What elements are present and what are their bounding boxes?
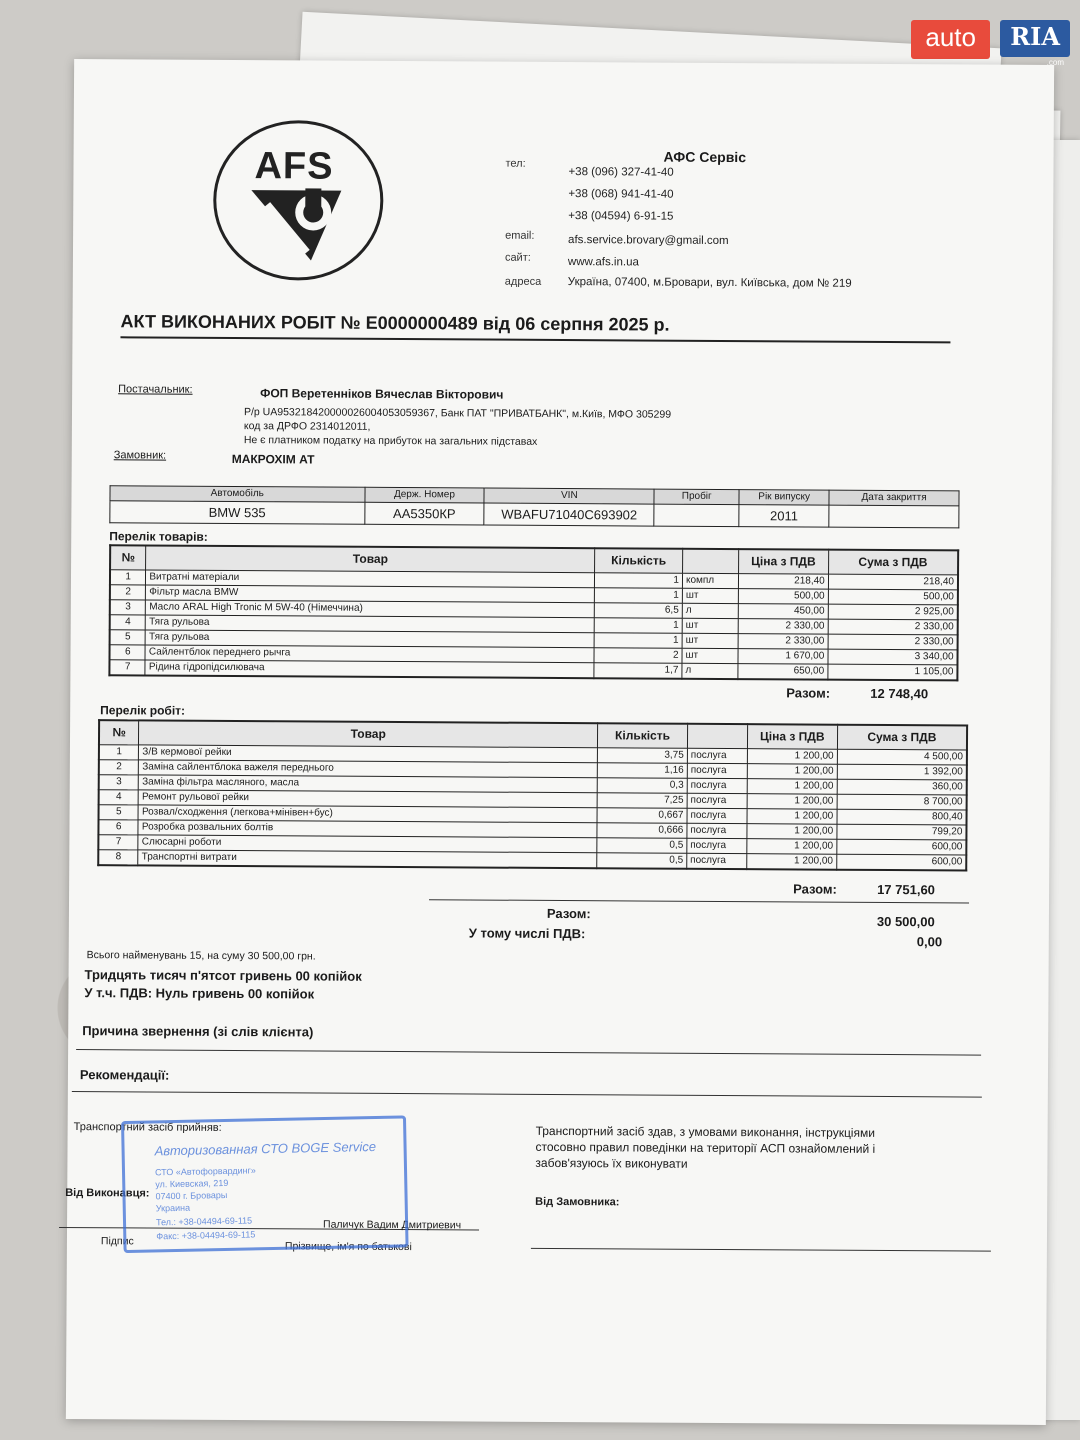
document-title: АКТ ВИКОНАНИХ РОБІТ № Е0000000489 від 06 серпня 2025 р. — [120, 311, 950, 343]
autoria-logo-ria: RIA — [1000, 20, 1070, 57]
mileage-value — [654, 504, 739, 527]
address-label: адреса — [504, 275, 542, 288]
phone-3: +38 (04594) 6-91-15 — [568, 210, 674, 223]
goods-cell: 2 330,00 — [738, 618, 828, 634]
works-col-num: № — [99, 720, 139, 744]
works-cell: 600,00 — [837, 839, 967, 855]
signature-label: Підпис — [100, 1235, 134, 1248]
works-total-label: Разом: — [793, 881, 837, 897]
reason-label: Причина звернення (зі слів клієнта) — [82, 1023, 314, 1040]
supplier-bank: Р/р UA953218420000026004053059367, Банк ПАТ "ПРИВАТБАНК", м.Київ, МФО 305299 — [243, 406, 672, 421]
vehicle-table — [109, 485, 959, 528]
works-cell: 1 200,00 — [747, 793, 837, 809]
site-label: сайт: — [504, 251, 531, 264]
works-cell: 1 200,00 — [747, 823, 837, 839]
goods-table — [108, 544, 959, 681]
goods-cell: 7 — [109, 659, 145, 675]
works-total-value: 17 751,60 — [877, 881, 935, 898]
executor-label: Від Виконавця: — [65, 1186, 150, 1200]
plate-header: Держ. Номер — [364, 487, 484, 503]
works-cell: 1 200,00 — [747, 808, 837, 824]
goods-cell: шт — [682, 648, 738, 663]
vin-header: VIN — [484, 488, 654, 504]
works-cell: 0,666 — [597, 822, 687, 838]
mileage-header: Пробіг — [654, 489, 739, 505]
goods-cell: 2 — [110, 584, 146, 599]
year-value: 2011 — [739, 505, 829, 528]
works-cell: 0,5 — [597, 852, 687, 868]
works-cell: послуга — [687, 748, 747, 763]
customer-label: Замовник: — [113, 449, 167, 462]
grand-total-value: 30 500,00 — [876, 913, 935, 930]
vat-value: 0,00 — [916, 934, 943, 950]
close-date-header: Дата закриття — [829, 490, 959, 506]
customer-name: МАКРОХІМ АТ — [231, 451, 315, 467]
recommendations-label: Рекомендації: — [79, 1067, 170, 1083]
grand-total-label: Разом: — [546, 905, 591, 922]
stamp-line-5: Тел.: +38-04494-69-115 — [155, 1215, 253, 1228]
goods-cell: 500,00 — [738, 588, 828, 604]
goods-section-label: Перелік товарів: — [109, 529, 208, 544]
works-cell: Розробка розвальних болтів — [138, 819, 597, 837]
goods-col-price: Ціна з ПДВ — [738, 549, 828, 574]
handover-text-3: забов'язуюсь їх виконувати — [535, 1155, 688, 1171]
customer-sign-label: Від Замовника: — [535, 1195, 620, 1209]
executor-name: Паличук Вадим Дмитриевич — [323, 1218, 462, 1232]
goods-cell: Тяга рульова — [146, 614, 595, 632]
works-cell: 4 — [99, 789, 139, 804]
goods-cell: л — [682, 603, 738, 618]
works-cell: Заміна сайлентблока важеля переднього — [139, 759, 598, 777]
works-cell: 6 — [98, 819, 138, 834]
works-cell: Розвал/сходження (легкова+мінівен+бус) — [138, 804, 597, 822]
vat-in-words: У т.ч. ПДВ: Нуль гривень 00 копійок — [84, 985, 315, 1002]
works-cell: послуга — [687, 763, 747, 778]
phone-2: +38 (068) 941-41-40 — [568, 188, 674, 201]
summary-divider — [429, 899, 969, 903]
goods-cell: 1 — [594, 587, 682, 603]
goods-cell: 2 330,00 — [828, 619, 958, 635]
car-header: Автомобіль — [110, 486, 365, 503]
site-value: www.afs.in.ua — [567, 256, 639, 269]
goods-cell: 500,00 — [828, 589, 958, 605]
works-cell: 5 — [99, 804, 139, 819]
works-cell: 800,40 — [837, 809, 967, 825]
goods-total-value: 12 748,40 — [870, 685, 929, 702]
goods-cell: 1 — [110, 569, 146, 584]
goods-col-sum: Сума з ПДВ — [828, 550, 958, 575]
goods-cell: 450,00 — [738, 603, 828, 619]
service-stamp — [121, 1115, 409, 1253]
customer-sign-line — [531, 1248, 991, 1252]
works-cell: 8 — [98, 849, 138, 865]
address-value: Україна, 07400, м.Бровари, вул. Київська, дом № 219 — [567, 276, 852, 290]
goods-cell: 2 925,00 — [828, 604, 958, 620]
works-cell: З/В кермової рейки — [139, 744, 598, 762]
goods-col-qty: Кількість — [595, 548, 683, 573]
goods-cell: 5 — [110, 629, 146, 644]
company-name: АФС Сервіс — [663, 148, 747, 166]
goods-cell: компл — [682, 573, 738, 588]
works-cell: 2 — [99, 759, 139, 774]
works-col-sum: Сума з ПДВ — [837, 725, 967, 750]
works-cell: 1 200,00 — [747, 838, 837, 854]
handover-text-2: стосовно правил поведінки на території АСП ознайомлений і — [535, 1139, 876, 1156]
goods-col-num: № — [110, 545, 146, 569]
works-cell: 1 200,00 — [747, 853, 837, 869]
works-cell: Ремонт рульової рейки — [139, 789, 598, 807]
goods-cell: л — [682, 663, 738, 679]
works-cell: 7 — [98, 834, 138, 849]
wrench-icon — [213, 120, 384, 281]
recommendations-line — [72, 1091, 982, 1098]
works-cell: Заміна фільтра масляного, масла — [139, 774, 598, 792]
works-cell: 0,667 — [597, 807, 687, 823]
goods-cell: Витратні матеріали — [146, 569, 595, 587]
goods-cell: 2 330,00 — [828, 634, 958, 650]
handover-text-1: Транспортний засіб здав, з умовами виконання, інструкціями — [535, 1123, 876, 1140]
works-cell: 3,75 — [597, 747, 687, 763]
goods-cell: 3 — [110, 599, 146, 614]
goods-cell: 1 105,00 — [828, 664, 958, 680]
works-col-qty: Кількість — [598, 723, 688, 748]
logo-text: AFS — [254, 145, 334, 188]
email-label: email: — [505, 229, 535, 242]
received-label: Транспортний засіб прийняв: — [73, 1121, 222, 1134]
works-cell: 4 500,00 — [837, 749, 967, 765]
total-in-words: Тридцять тисяч п'ятсот гривень 00 копійок — [84, 967, 362, 984]
works-cell: 0,3 — [597, 777, 687, 793]
works-cell: 3 — [99, 774, 139, 789]
works-section-label: Перелік робіт: — [100, 703, 186, 718]
works-col-unit — [687, 724, 747, 748]
supplier-tax: Не є платником податку на прибуток на загальних підставах — [243, 434, 538, 448]
supplier-code: код за ДРФО 2314012011, — [243, 420, 371, 433]
works-cell: 360,00 — [837, 779, 967, 795]
phone-1: +38 (096) 327-41-40 — [568, 166, 674, 179]
goods-cell: Рідина гідропідсилювача — [145, 659, 594, 677]
stamp-line-3: 07400 г. Бровары — [155, 1189, 228, 1202]
works-cell: послуга — [687, 853, 747, 869]
works-cell: 1 200,00 — [747, 748, 837, 764]
works-cell: 0,5 — [597, 837, 687, 853]
invoice-sheet — [66, 59, 1054, 1425]
works-cell: 1 392,00 — [837, 764, 967, 780]
goods-cell: 3 340,00 — [828, 649, 958, 665]
works-cell: Транспортні витрати — [138, 849, 597, 867]
works-cell: послуга — [687, 838, 747, 853]
goods-cell: шт — [682, 618, 738, 633]
works-col-item: Товар — [139, 720, 598, 747]
works-cell: 799,20 — [837, 824, 967, 840]
goods-col-item: Товар — [146, 545, 595, 572]
vin-value: WBAFU71040C693902 — [484, 503, 654, 526]
goods-cell: 1,7 — [594, 662, 682, 678]
works-cell: 1 — [99, 744, 139, 759]
works-cell: послуга — [687, 808, 747, 823]
stamp-line-6: Факс: +38-04494-69-115 — [156, 1229, 256, 1242]
works-cell: 1,16 — [597, 762, 687, 778]
supplier-label: Постачальник: — [118, 383, 193, 396]
stamp-line-1: СТО «Автофорвардинг» — [154, 1165, 256, 1178]
works-table — [97, 719, 968, 871]
goods-cell: 1 — [594, 632, 682, 648]
car-value: BMW 535 — [110, 501, 365, 525]
works-cell: послуга — [687, 793, 747, 808]
goods-cell: 218,40 — [828, 574, 958, 590]
works-col-price: Ціна з ПДВ — [747, 724, 837, 749]
vat-label: У тому числі ПДВ: — [468, 925, 586, 942]
works-cell: 600,00 — [836, 854, 966, 870]
year-header: Рік випуску — [739, 490, 829, 506]
supplier-name: ФОП Веретенніков Вячеслав Вікторович — [260, 386, 504, 402]
goods-cell: 650,00 — [738, 663, 828, 679]
works-cell: 1 200,00 — [747, 778, 837, 794]
works-cell: 1 200,00 — [747, 763, 837, 779]
works-cell: 7,25 — [597, 792, 687, 808]
goods-cell: 6 — [109, 644, 145, 659]
goods-cell: 1 — [595, 572, 683, 588]
close-date-value — [829, 505, 959, 528]
goods-cell: 218,40 — [738, 573, 828, 589]
goods-cell: шт — [682, 588, 738, 603]
afs-logo — [213, 120, 384, 281]
goods-cell: 6,5 — [594, 602, 682, 618]
goods-cell: Фільтр масла BMW — [146, 584, 595, 602]
stamp-title: Авторизованная СТО BOGE Service — [154, 1138, 377, 1159]
items-count-text: Всього найменувань 15, на суму 30 500,00 грн. — [86, 949, 316, 963]
goods-cell: шт — [682, 633, 738, 648]
works-cell: Слюсарні роботи — [138, 834, 597, 852]
goods-cell: 2 — [594, 647, 682, 663]
stamp-line-4: Украина — [155, 1202, 191, 1214]
stamp-line-2: ул. Киевская, 219 — [155, 1177, 229, 1190]
phone-label: тел: — [505, 157, 526, 170]
goods-cell: 2 330,00 — [738, 633, 828, 649]
works-cell: послуга — [687, 778, 747, 793]
autoria-logo-domain: .com — [1046, 58, 1064, 67]
goods-cell: 1 670,00 — [738, 648, 828, 664]
works-cell: послуга — [687, 823, 747, 838]
goods-total-label: Разом: — [786, 685, 831, 701]
full-name-label: Прізвище, ім'я по батькові — [284, 1240, 412, 1254]
autoria-logo-auto: auto — [911, 20, 990, 59]
works-cell: 8 700,00 — [837, 794, 967, 810]
goods-cell: Сайлентблок переднего рычга — [145, 644, 594, 662]
goods-cell: 4 — [110, 614, 146, 629]
goods-cell: Тяга рульова — [145, 629, 594, 647]
goods-cell: Масло ARAL High Tronic M 5W-40 (Німеччина) — [146, 599, 595, 617]
goods-cell: 1 — [594, 617, 682, 633]
goods-col-unit — [683, 549, 739, 573]
reason-line — [76, 1049, 981, 1056]
email-value: afs.service.brovary@gmail.com — [568, 234, 729, 248]
plate-value: АА5350КР — [364, 502, 484, 525]
